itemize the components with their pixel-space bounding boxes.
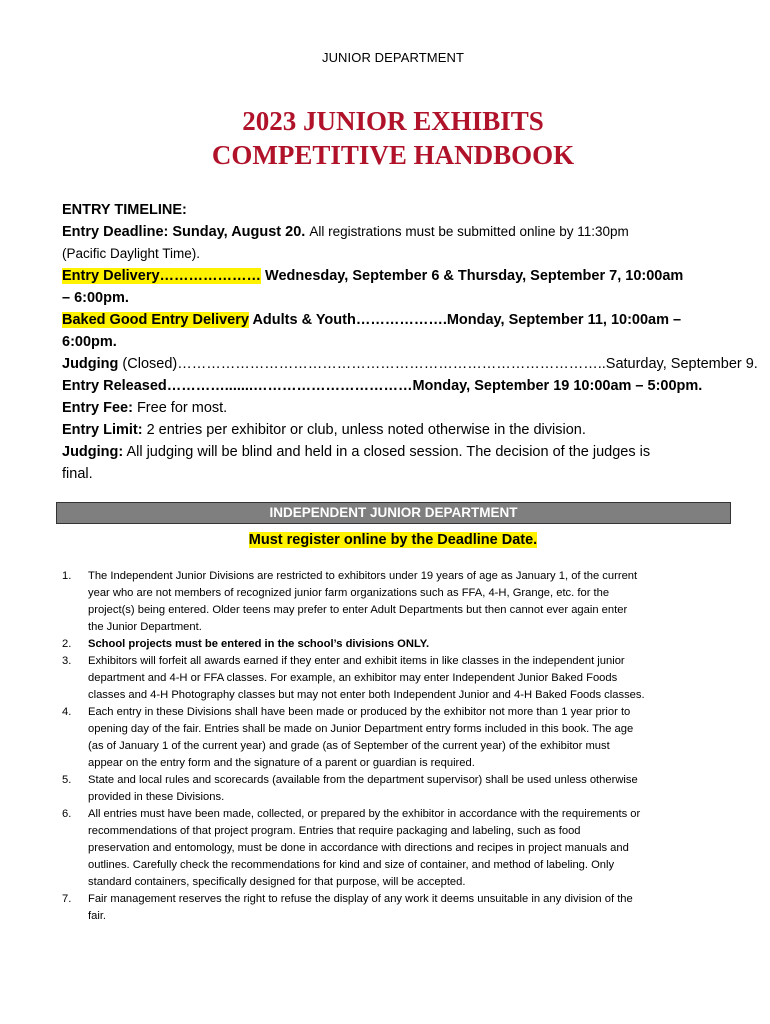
rule-line: classes and 4-H Photography classes but may not enter both Independent Junior and 4-H Baked Foods classes. [88, 689, 645, 701]
rule-line: Fair management reserves the right to refuse the display of any work it deems unsuitable in any division of the [88, 893, 633, 905]
entry-limit-value: 2 entries per exhibitor or club, unless noted otherwise in the division. [142, 422, 586, 438]
rule-text [88, 653, 726, 704]
rule-item [62, 704, 726, 772]
rule-number: 6. [62, 808, 72, 820]
entry-limit-row [62, 419, 726, 441]
rule-line: outlines. Carefully check the recommendations for kind and size of container, and method of labeling. Only [88, 859, 615, 871]
rule-number: 5. [62, 774, 72, 786]
page-title [0, 104, 770, 172]
baked-delivery-value-cont: 6:00pm. [62, 334, 117, 350]
rule-text [88, 568, 726, 636]
rule-line: The Independent Junior Divisions are restricted to exhibitors under 19 years of age as January 1, of the current [88, 570, 638, 582]
rule-number: 7. [62, 893, 72, 905]
rule-item [62, 806, 726, 891]
judging-value: (Closed)……………………………………………………………………………..Saturday, September 9. [118, 356, 758, 372]
rule-number: 4. [62, 706, 72, 718]
rules-list [62, 568, 726, 925]
rule-line: provided in these Divisions. [88, 791, 225, 803]
rule-line: Exhibitors will forfeit all awards earned if they enter and exhibit items in like classes in the independent junior [88, 655, 625, 667]
entry-deadline-row [62, 221, 726, 243]
must-register-text: Must register online by the Deadline Date. [248, 532, 538, 548]
rule-line: fair. [88, 910, 107, 922]
department-header: JUNIOR DEPARTMENT [321, 50, 465, 65]
rule-line: (as of January 1 of the current year) and grade (as of September of the current year) of the exhibitor must [88, 740, 610, 752]
entry-delivery-value: Wednesday, September 6 & Thursday, September 7, 10:00am [261, 268, 684, 284]
rule-line: department and 4-H or FFA classes. For example, an exhibitor may enter Independent Junior Baked Foods [88, 672, 618, 684]
entry-deadline-label: Entry Deadline: Sunday, August 20. [62, 224, 306, 240]
timeline-heading: ENTRY TIMELINE: [62, 202, 187, 218]
rule-line: the Junior Department. [88, 621, 202, 633]
entry-deadline-note-cont: (Pacific Daylight Time). [62, 246, 201, 261]
rule-text [88, 704, 726, 772]
title-line-2: COMPETITIVE HANDBOOK [211, 140, 575, 170]
entry-deadline-note: All registrations must be submitted online by 11:30pm [309, 224, 629, 239]
rule-line: opening day of the fair. Entries shall be made on Junior Department entry forms included in this book. The age [88, 723, 634, 735]
judging-policy-label: Judging: [62, 444, 124, 460]
rule-item [62, 891, 726, 925]
judging-policy-row [62, 441, 726, 463]
rule-line: State and local rules and scorecards (available from the department supervisor) shall be used unless otherwise [88, 774, 638, 786]
rule-number: 1. [62, 570, 72, 582]
rule-text [88, 636, 726, 653]
entry-timeline [62, 199, 758, 485]
rule-line: School projects must be entered in the school’s divisions ONLY. [88, 638, 430, 650]
must-register-notice [0, 530, 770, 550]
baked-delivery-label: Baked Good Entry Delivery [62, 312, 249, 328]
baked-delivery-value: Adults & Youth……………….Monday, September 11, 10:00am – [248, 312, 682, 328]
rule-number: 3. [62, 655, 72, 667]
rule-text [88, 772, 726, 806]
rule-line: standard containers, specifically designed for that purpose, will be accepted. [88, 876, 466, 888]
rule-line: year who are not members of recognized junior farm organizations such as FFA, 4-H, Grange, etc. for the [88, 587, 610, 599]
rule-line: Each entry in these Divisions shall have been made or produced by the exhibitor not more than 1 year prior to [88, 706, 631, 718]
judging-label: Judging [62, 356, 119, 372]
rule-line: recommendations of that project program. Entries that require packaging and labeling, such as food [88, 825, 581, 837]
entry-delivery-row [62, 265, 726, 287]
entry-delivery-label: Entry Delivery………………… [62, 268, 262, 284]
entry-limit-label: Entry Limit: [62, 422, 143, 438]
rule-item [62, 772, 726, 806]
judging-policy-value: All judging will be blind and held in a closed session. The decision of the judges is [123, 444, 651, 460]
rule-line: preservation and entomology, must be done in accordance with directions and recipes in project manuals and [88, 842, 629, 854]
rule-line: project(s) being entered. Older teens may prefer to enter Adult Departments but then cannot ever again enter [88, 604, 628, 616]
baked-delivery-row [62, 309, 726, 331]
rule-line: All entries must have been made, collected, or prepared by the exhibitor in accordance with the requirements or [88, 808, 641, 820]
rule-item [62, 568, 726, 636]
rule-number: 2. [62, 638, 72, 650]
title-line-1: 2023 JUNIOR EXHIBITS [242, 106, 544, 136]
rule-item [62, 653, 726, 704]
entry-released-row: Entry Released………….......……………………………Monday, September 19 10:00am – 5:00pm. [62, 378, 703, 394]
judging-policy-value-cont: final. [62, 466, 93, 482]
entry-fee-value: Free for most. [132, 400, 228, 416]
entry-delivery-value-cont: – 6:00pm. [62, 290, 129, 306]
entry-fee-row [62, 397, 726, 419]
rule-text [88, 806, 726, 891]
entry-fee-label: Entry Fee: [62, 400, 133, 416]
judging-row [62, 353, 758, 375]
rule-line: appear on the entry form and the signature of a parent or guardian is required. [88, 757, 475, 769]
rule-item [62, 636, 726, 653]
rule-text [88, 891, 726, 925]
section-banner: INDEPENDENT JUNIOR DEPARTMENT [56, 502, 731, 524]
